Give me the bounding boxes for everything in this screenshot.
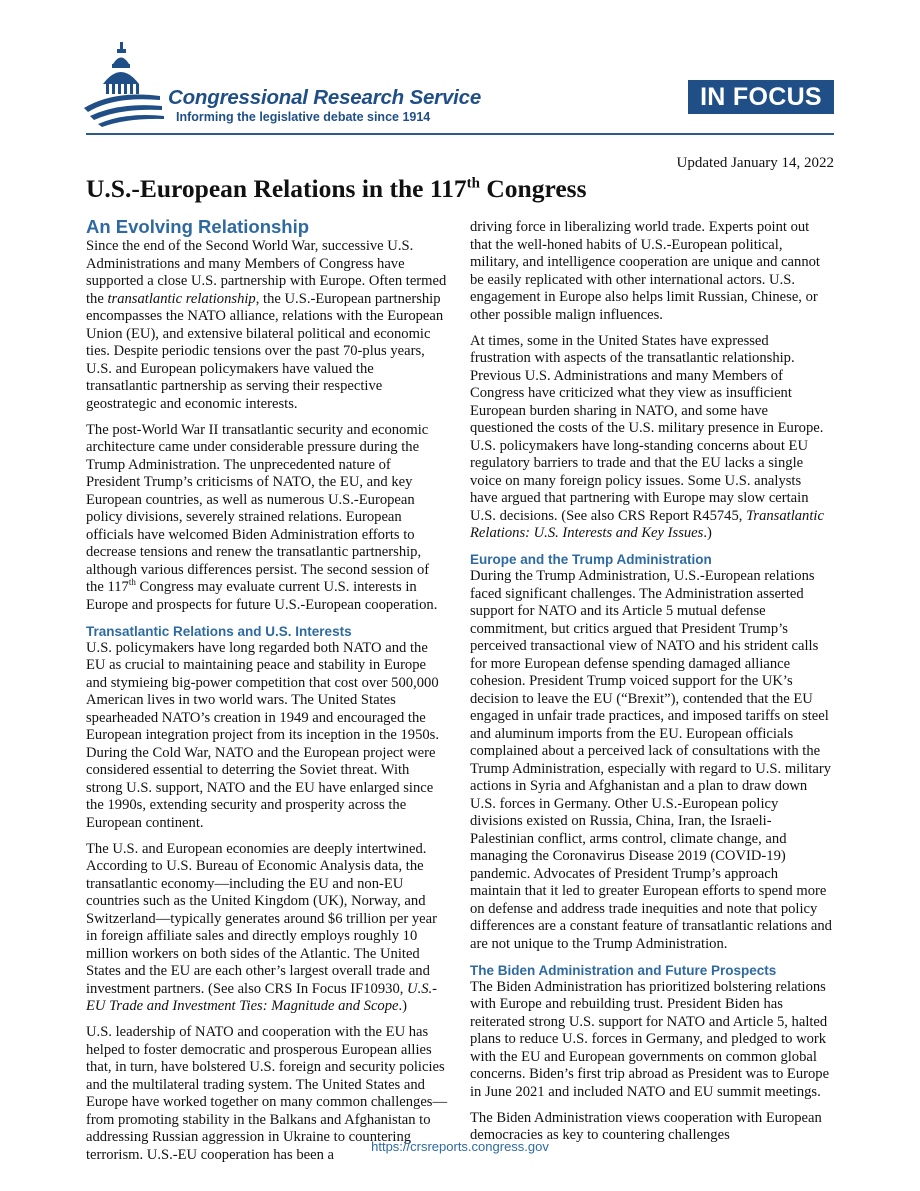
capitol-dome-icon bbox=[84, 40, 166, 128]
paragraph: U.S. policymakers have long regarded both NATO and the EU as crucial to maintaining peace and stability in Europe and stymieing big-power competition that cost over 500,000 American lives in two world wars. The United States spearheaded NATO’s creation in 1949 and encouraged the European integration project from its inception in the 1950s. During the Cold War, NATO and the European project were considered essential to deterring the Soviet threat. With strong U.S. support, NATO and the EU have enlarged since the 1990s, extending security and prosperity across the European continent. bbox=[86, 639, 440, 831]
document-header bbox=[0, 0, 920, 140]
paragraph: U.S. leadership of NATO and cooperation with the EU has helped to foster democratic and prosperous European allies that, in turn, have bolstered U.S. foreign and security policies and the multilateral trading system. The United States and Europe have worked together on many common challenges—from promoting stability in the Balkans and Afghanistan to addressing Russian aggression in Ukraine to countering terrorism. U.S.-EU cooperation has been a bbox=[86, 1024, 448, 1163]
left-column bbox=[86, 216, 448, 1173]
paragraph: The U.S. and European economies are deeply intertwined. According to U.S. Bureau of Economic Analysis data, the transatlantic economy—including the EU and non-EU countries such as the United Kingdom (UK), Norway, and Switzerland—typically generates around $6 trillion per year in foreign affiliate sales and directly employs roughly 10 million workers on both sides of the Atlantic. The United States and the EU are each other’s largest overall trade and investment partners. (See also CRS In Focus IF10930, U.S.-EU Trade and Investment Ties: Magnitude and Scope.) bbox=[86, 840, 438, 1014]
paragraph: The Biden Administration views cooperation with European democracies as key to countering challenges bbox=[470, 1109, 822, 1143]
footer-url-link[interactable]: https://crsreports.congress.gov bbox=[371, 1139, 549, 1154]
paragraph: Since the end of the Second World War, successive U.S. Administrations and many Members of Congress have supported a close U.S. partnership with Europe. Often termed the transatlantic relationship, the U.S.-European partnership encompasses the NATO alliance, relations with the European Union (EU), and extensive bilateral political and economic ties. Despite periodic tensions over the past 70-plus years, U.S. and European policymakers have valued the transatlantic partnership as serving their respective geostrategic and economic interests. bbox=[86, 238, 447, 412]
title-main: U.S.-European Relations in the 117 bbox=[86, 174, 467, 203]
report-title-link[interactable]: Transatlantic Relations: U.S. Interests and Key Issues bbox=[470, 507, 824, 541]
paragraph: The post-World War II transatlantic security and economic architecture came under considerable pressure during the Trump Administration. The unprecedented nature of President Trump’s criticisms of NATO, the EU, and key European countries, as well as numerous U.S.-European policy divisions, severely strained relations. European officials have welcomed Biden Administration efforts to decrease tensions and renew the transatlantic partnership, although various differences persist. The second session of the 117th Congress may evaluate current U.S. interests in Europe and prospects for future U.S.-European cooperation. bbox=[86, 421, 438, 613]
paragraph: The Biden Administration has prioritized bolstering relations with Europe and rebuilding trust. President Biden has reiterated strong U.S. support for NATO and Article 5, halted plans to reduce U.S. forces in Germany, and pledged to work with the EU and European governments on common global concerns. Biden’s first trip abroad as President was to Europe in June 2021 and included NATO and EU summit meetings. bbox=[470, 978, 830, 1100]
header-divider bbox=[86, 133, 834, 135]
paragraph: At times, some in the United States have expressed frustration with aspects of the transatlantic relationship. Previous U.S. Administrations and many Members of Congress have criticized what they view as insufficient European burden sharing in NATO, and some have questioned the costs of the U.S. military presence in Europe. U.S. policymakers have long-standing concerns about EU regulatory barriers to trade and that the EU lacks a single voice on many foreign policy issues. Some U.S. analysts have argued that partnering with Europe may slow certain U.S. decisions. (See also CRS Report R45745, Transatlantic Relations: U.S. Interests and Key Issues.) bbox=[470, 332, 824, 541]
superscript: th bbox=[128, 577, 136, 588]
title-superscript: th bbox=[466, 175, 481, 192]
organization-name: Congressional Research Service bbox=[168, 86, 482, 109]
paragraph: During the Trump Administration, U.S.-European relations faced significant challenges. The Administration asserted support for NATO and its Article 5 mutual defense commitment, but critics argued that President Trump’s perceived transactional view of NATO and his strident calls for more European defense spending damaged alliance cohesion. President Trump voiced support for the UK’s decision to leave the EU (“Brexit”), contended that the EU engaged in unfair trade practices, and imposed tariffs on steel and aluminum imports from the EU. European officials complained about a perceived lack of consultations with the Trump Administration, especially with regard to U.S. military actions in Syria and Afghanistan and a plan to draw down U.S. forces in Germany. Other U.S.-European policy divisions existed on Russia, China, Iran, the Israeli-Palestinian conflict, arms control, climate change, and managing the Coronavirus Disease 2019 (COVID-19) pandemic. Advocates of President Trump’s approach maintain that it led to greater European efforts to spend more on defense and address trade inequities and note that policy differences are a constant feature of transatlantic relations and are not unique to the Trump Administration. bbox=[470, 568, 832, 952]
paragraph: driving force in liberalizing world trade. Experts point out that the well-honed habits of U.S.-European political, military, and intelligence cooperation are unique and cannot be easily replicated with other international actors. U.S. engagement in Europe also helps limit Russian, Chinese, or other possible malign influences. bbox=[470, 219, 820, 323]
emphasis: transatlantic relationship bbox=[107, 290, 256, 307]
subsection-heading: The Biden Administration and Future Prospects bbox=[470, 962, 777, 978]
updated-date: Updated January 14, 2022 bbox=[676, 155, 834, 171]
right-column bbox=[470, 219, 832, 1153]
in-focus-badge: IN FOCUS bbox=[688, 80, 834, 114]
subsection-heading: Transatlantic Relations and U.S. Interests bbox=[86, 623, 352, 639]
section-heading: An Evolving Relationship bbox=[86, 216, 310, 237]
organization-tagline: Informing the legislative debate since 1914 bbox=[176, 110, 431, 124]
subsection-heading: Europe and the Trump Administration bbox=[470, 552, 712, 567]
page-title bbox=[86, 173, 587, 205]
title-tail: Congress bbox=[480, 174, 587, 203]
report-title-link[interactable]: U.S.-EU Trade and Investment Ties: Magnitude and Scope bbox=[86, 980, 438, 1014]
